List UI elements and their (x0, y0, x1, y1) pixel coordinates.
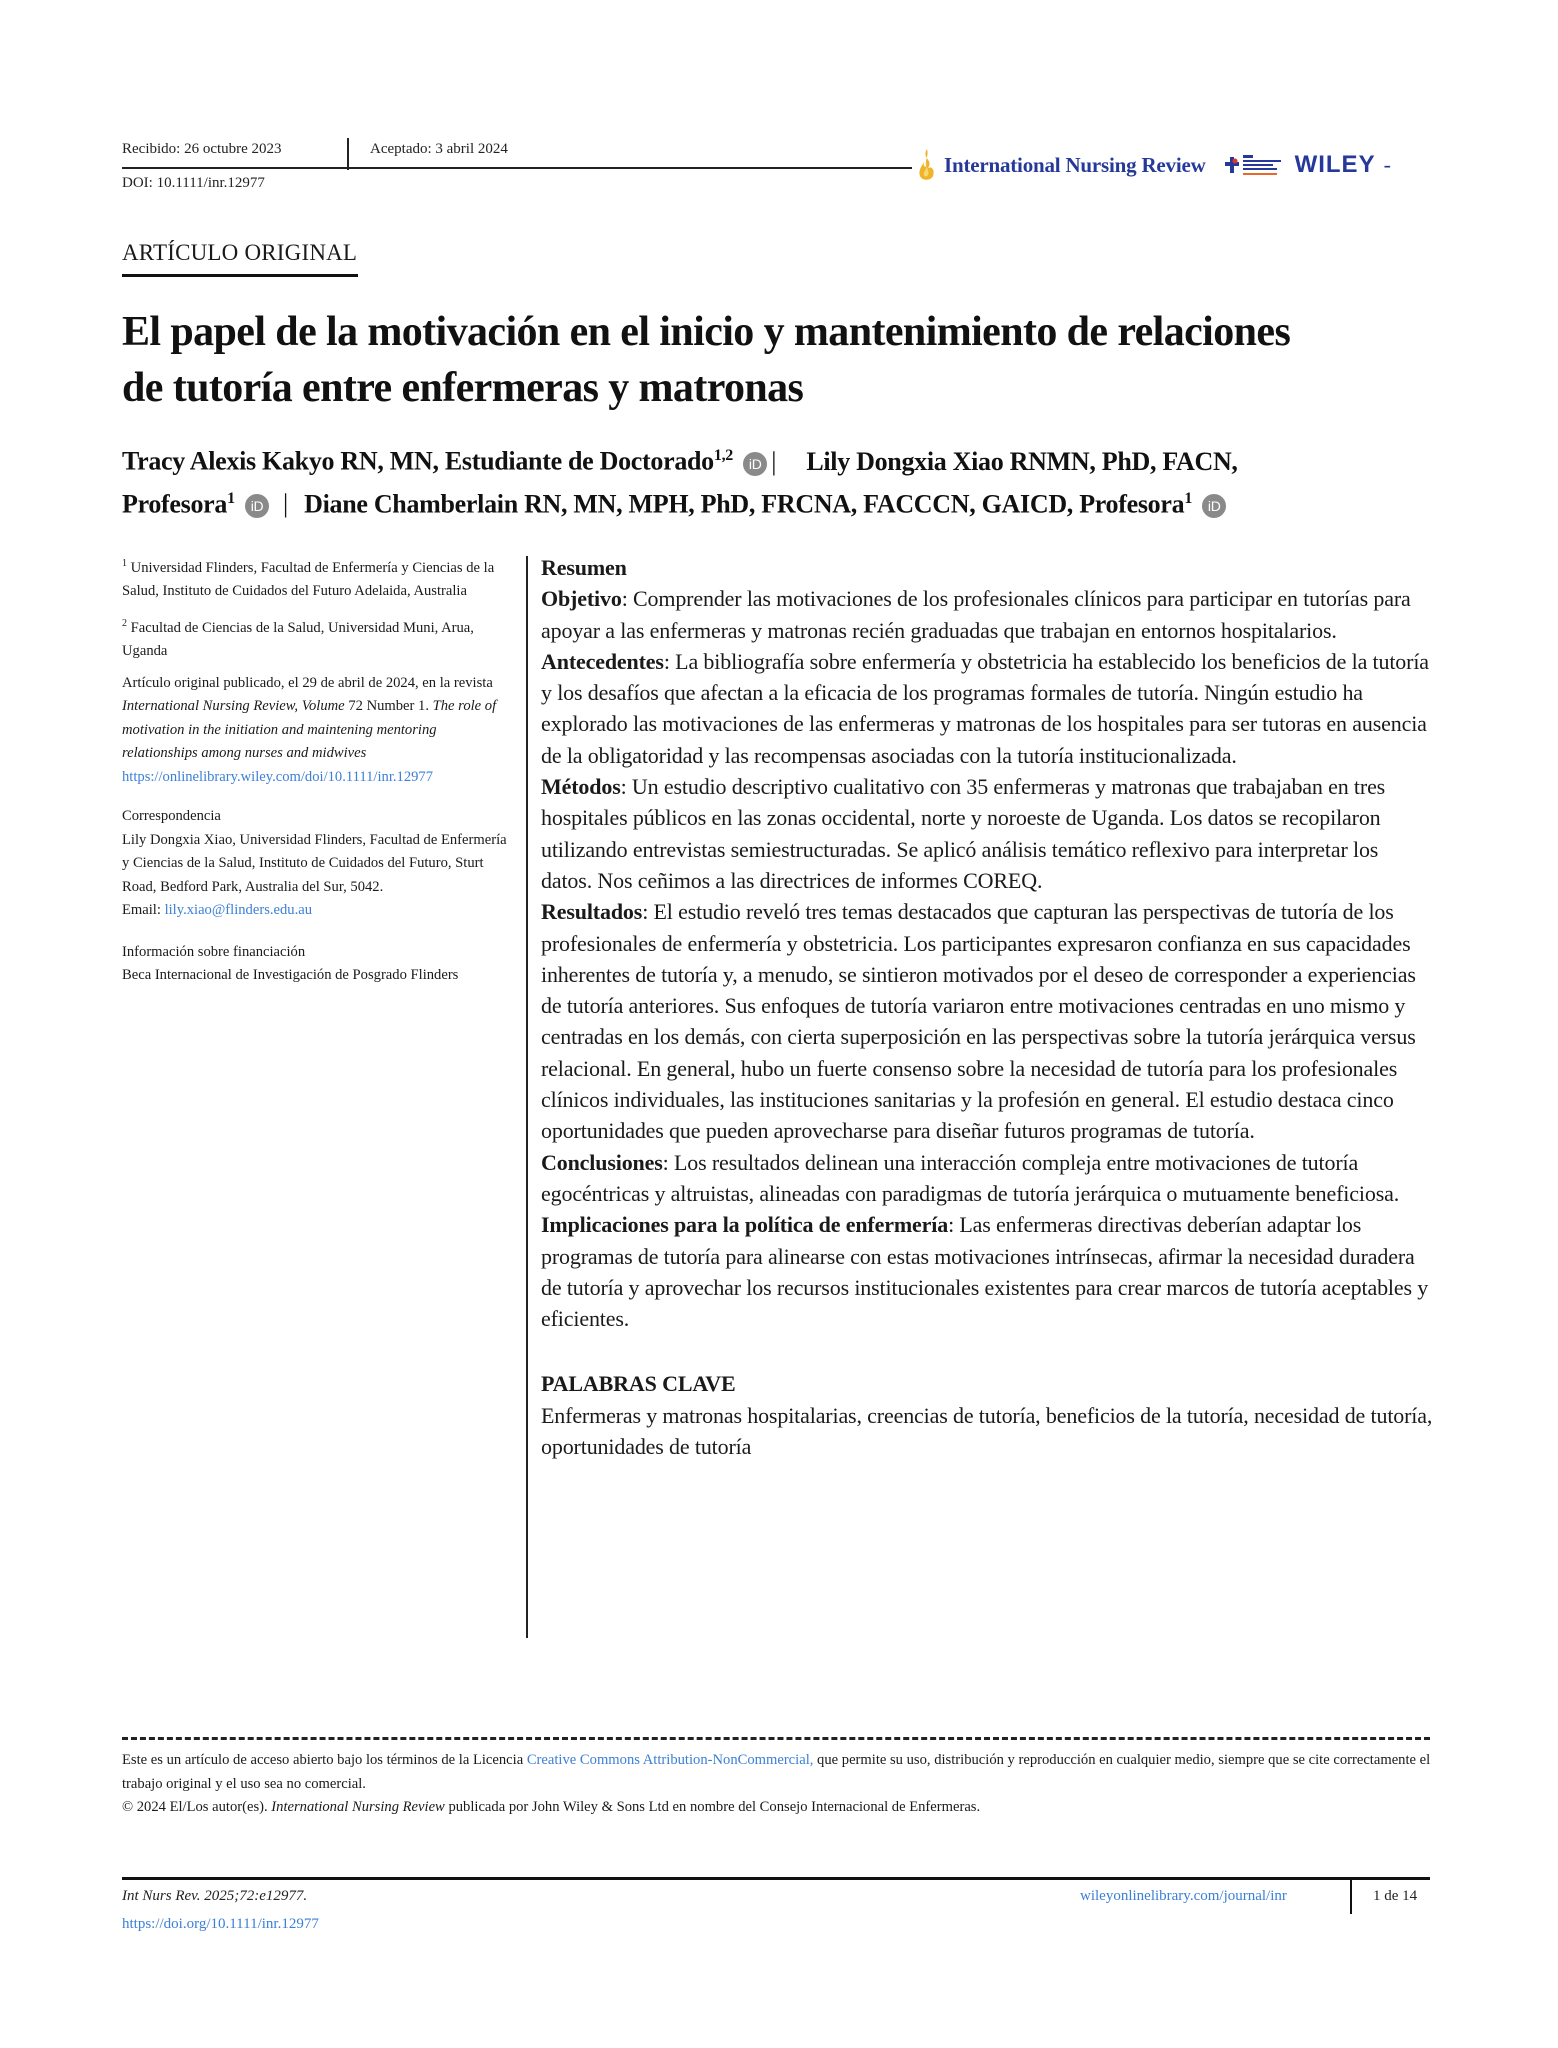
abstract-methods (541, 771, 1434, 896)
section-underline (122, 274, 358, 277)
correspondence (122, 805, 507, 923)
funding (122, 941, 507, 988)
received-date: Recibido: 26 octubre 2023 (122, 141, 282, 157)
email-link[interactable]: lily.xiao@flinders.edu.au (164, 902, 313, 919)
section-text: : La bibliografía sobre enfermería y obstetricia ha establecido los beneficios de la tutoría y los desafíos que afectan a la eficacia de los programas formales de tutoría. Ningún estudio ha explorado las motivaciones de las enfermeras y matronas de los hospitales para ser tutoras en ausencia de la obligatoridad y las recompensas asociadas con la tutoría institucionalizada. (541, 648, 1429, 768)
author-affiliation-sup: 1,2 (713, 447, 733, 464)
author-list (122, 437, 1462, 522)
correspondence-heading: Correspondencia (122, 808, 221, 825)
funding-text: Beca Internacional de Investigación de Posgrado Flinders (122, 967, 459, 984)
affiliation-text: Universidad Flinders, Facultad de Enfermería y Ciencias de la Salud, Instituto de Cuidados del Futuro Adelaida, Australia (122, 559, 495, 600)
publication-note (122, 672, 507, 790)
title-line-2: de tutoría entre enfermeras y matronas (122, 365, 804, 411)
author-name: Diane Chamberlain RN, MN, MPH, PhD, FRCNA, FACCCN, GAICD, Profesora (304, 489, 1185, 519)
doi-link[interactable]: https://doi.org/10.1111/inr.12977 (122, 1916, 319, 1932)
author-affiliation-sup: 1 (1184, 489, 1193, 507)
section-text: : Los resultados delinean una interacción compleja entre motivaciones de tutoría egocéntricas y altruistas, alineadas con paradigmas de tutoría jerárquica o mutuamente beneficiosa. (541, 1149, 1400, 1206)
journal-title: International Nursing Review (944, 152, 1206, 177)
copyright-prefix: © 2024 El/Los autor(es). (122, 1799, 272, 1815)
journal-url-link[interactable]: wileyonlinelibrary.com/journal/inr (1080, 1888, 1287, 1904)
orcid-icon[interactable]: iD (1202, 494, 1226, 518)
section-label: Antecedentes (541, 648, 664, 674)
license-separator (122, 1737, 1430, 1740)
abstract-background (541, 646, 1434, 771)
orcid-icon[interactable]: iD (245, 494, 269, 518)
author-name: Lily Dongxia Xiao RNMN, PhD, FACN, (806, 446, 1238, 476)
publication-journal: International Nursing Review, Volume (122, 698, 345, 715)
section-text: : Las enfermeras directivas deberían adaptar los programas de tutoría para alinearse con estas motivaciones intrínsecas, afirmar la necesidad duradera de tutoría y aprovechar los recursos institucionales existentes para crear marcos de tutoría aceptables y eficientes. (541, 1212, 1429, 1332)
license-link[interactable]: Creative Commons Attribution-NonCommercial, (526, 1752, 814, 1768)
cis-wordmark-icon (1243, 153, 1283, 177)
footer-divider (1350, 1880, 1352, 1914)
citation: Int Nurs Rev. 2025;72:e12977. (122, 1888, 308, 1904)
copyright-journal: International Nursing Review (271, 1799, 445, 1815)
abstract-divider (526, 556, 528, 1638)
keywords: Enfermeras y matronas hospitalarias, creencias de tutoría, beneficios de la tutoría, necesidad de tutoría, oportunidades de tutoría (541, 1402, 1433, 1460)
orcid-icon[interactable]: iD (743, 452, 767, 476)
publication-volume: 72 Number 1. (344, 698, 433, 715)
page-number: 1 de 14 (1373, 1888, 1418, 1904)
correspondence-text: Lily Dongxia Xiao, Universidad Flinders, Facultad de Enfermería y Ciencias de la Salud, Instituto de Cuidados del Futuro, Sturt Road, Bedford Park, Australia del Sur, 5042. (122, 831, 507, 895)
affiliation-sup: 2 (122, 617, 127, 629)
flame-logo-icon (916, 148, 938, 182)
email-label: Email: (122, 902, 165, 919)
section-label: Métodos (541, 774, 621, 800)
license-suffix: que permite su uso, distribución y reproducción en cualquier medio, siempre que se cite correctamente el trabajo original y el uso sea no comercial. (122, 1752, 1431, 1792)
section-label: Objetivo (541, 586, 622, 612)
author-name: Tracy Alexis Kakyo RN, MN, Estudiante de Doctorado (122, 446, 714, 476)
article-title (122, 304, 1452, 416)
accepted-date: Aceptado: 3 abril 2024 (370, 141, 508, 157)
header-divider (347, 138, 349, 170)
author-separator: | (771, 446, 777, 476)
author-separator: | (283, 489, 288, 519)
header-rule (122, 167, 912, 169)
copyright-suffix: publicada por John Wiley & Sons Ltd en nombre del Consejo Internacional de Enfermeras. (444, 1799, 981, 1815)
cis-logo (1224, 153, 1283, 177)
abstract-implications (541, 1209, 1434, 1334)
abstract-heading: Resumen (541, 555, 627, 580)
section-label: ARTÍCULO ORIGINAL (122, 240, 358, 265)
license-prefix: Este es un artículo de acceso abierto bajo los términos de la Licencia (122, 1752, 527, 1768)
affiliation-1 (122, 552, 507, 604)
abstract-results (541, 896, 1434, 1146)
header-dash: - (1383, 152, 1391, 177)
abstract-objective (541, 583, 1434, 646)
author-name-cont: Profesora (122, 489, 228, 519)
publisher-logo: WILEY (1294, 151, 1376, 178)
license-notice (122, 1749, 1432, 1820)
title-line-1: El papel de la motivación en el inicio y mantenimiento de relaciones (122, 309, 1291, 355)
spacer (122, 923, 507, 941)
publication-note-text: Artículo original publicado, el 29 de abril de 2024, en la revista (122, 674, 493, 691)
original-title: The role of motivation in the initiation and maintening mentoring relationships among nurses and midwives (122, 698, 497, 762)
license-text (122, 1749, 1432, 1796)
affiliation-sup: 1 (122, 558, 127, 569)
section-label: Implicaciones para la política de enfermería (541, 1212, 949, 1238)
abstract-conclusions (541, 1147, 1434, 1210)
section-text: : Un estudio descriptivo cualitativo con 35 enfermeras y matronas que trabajaban en tres hospitales públicos en las zonas occidental, norte y noroeste de Uganda. Los datos se recopilaron utilizando entrevistas semiestructuradas. Se aplicó análisis temático reflexivo para interpretar los datos. Nos ceñimos a las directrices de informes COREQ. (541, 774, 1386, 893)
section-label: Resultados (541, 899, 643, 925)
affiliation-2 (122, 612, 507, 664)
copyright (122, 1796, 1432, 1820)
article-url-link[interactable]: https://onlinelibrary.wiley.com/doi/10.1111/inr.12977 (122, 768, 434, 785)
affiliation-text: Facultad de Ciencias de la Salud, Universidad Muni, Arua, Uganda (122, 619, 474, 660)
funding-heading: Información sobre financiación (122, 943, 306, 960)
cis-cross-icon (1224, 155, 1240, 175)
section-label: Conclusiones (541, 1149, 663, 1175)
journal-branding (916, 148, 1391, 182)
section-text: : Comprender las motivaciones de los profesionales clínicos para participar en tutorías para apoyar a las enfermeras y matronas recién graduadas que trabajan en entornos hospitalarios. (541, 586, 1411, 643)
abstract (541, 552, 1434, 1462)
sidebar-info (122, 552, 507, 996)
author-affiliation-sup: 1 (227, 489, 235, 507)
footer-rule (122, 1877, 1430, 1880)
keywords-heading: PALABRAS CLAVE (541, 1371, 736, 1397)
doi: DOI: 10.1111/inr.12977 (122, 175, 265, 191)
section-text: : El estudio reveló tres temas destacados que capturan las perspectivas de tutoría de los profesionales de enfermería y obstetricia. Los participantes expresaron confianza en sus capacidades inherentes de tutoría y, a menudo, se sintieron motivados por el deseo de corresponder a experiencias de tutoría anteriores. Sus enfoques de tutoría variaron entre motivaciones centradas en uno mismo y centradas en los demás, con cierta superposición en las perspectivas sobre la tutoría jerárquica versus relacional. En general, hubo un fuerte consenso sobre la necesidad de tutoría para los profesionales clínicos individuales, las instituciones sanitarias y la profesión en general. El estudio destaca cinco oportunidades que pueden aprovecharse para diseñar futuros programas de tutoría. (541, 899, 1416, 1144)
